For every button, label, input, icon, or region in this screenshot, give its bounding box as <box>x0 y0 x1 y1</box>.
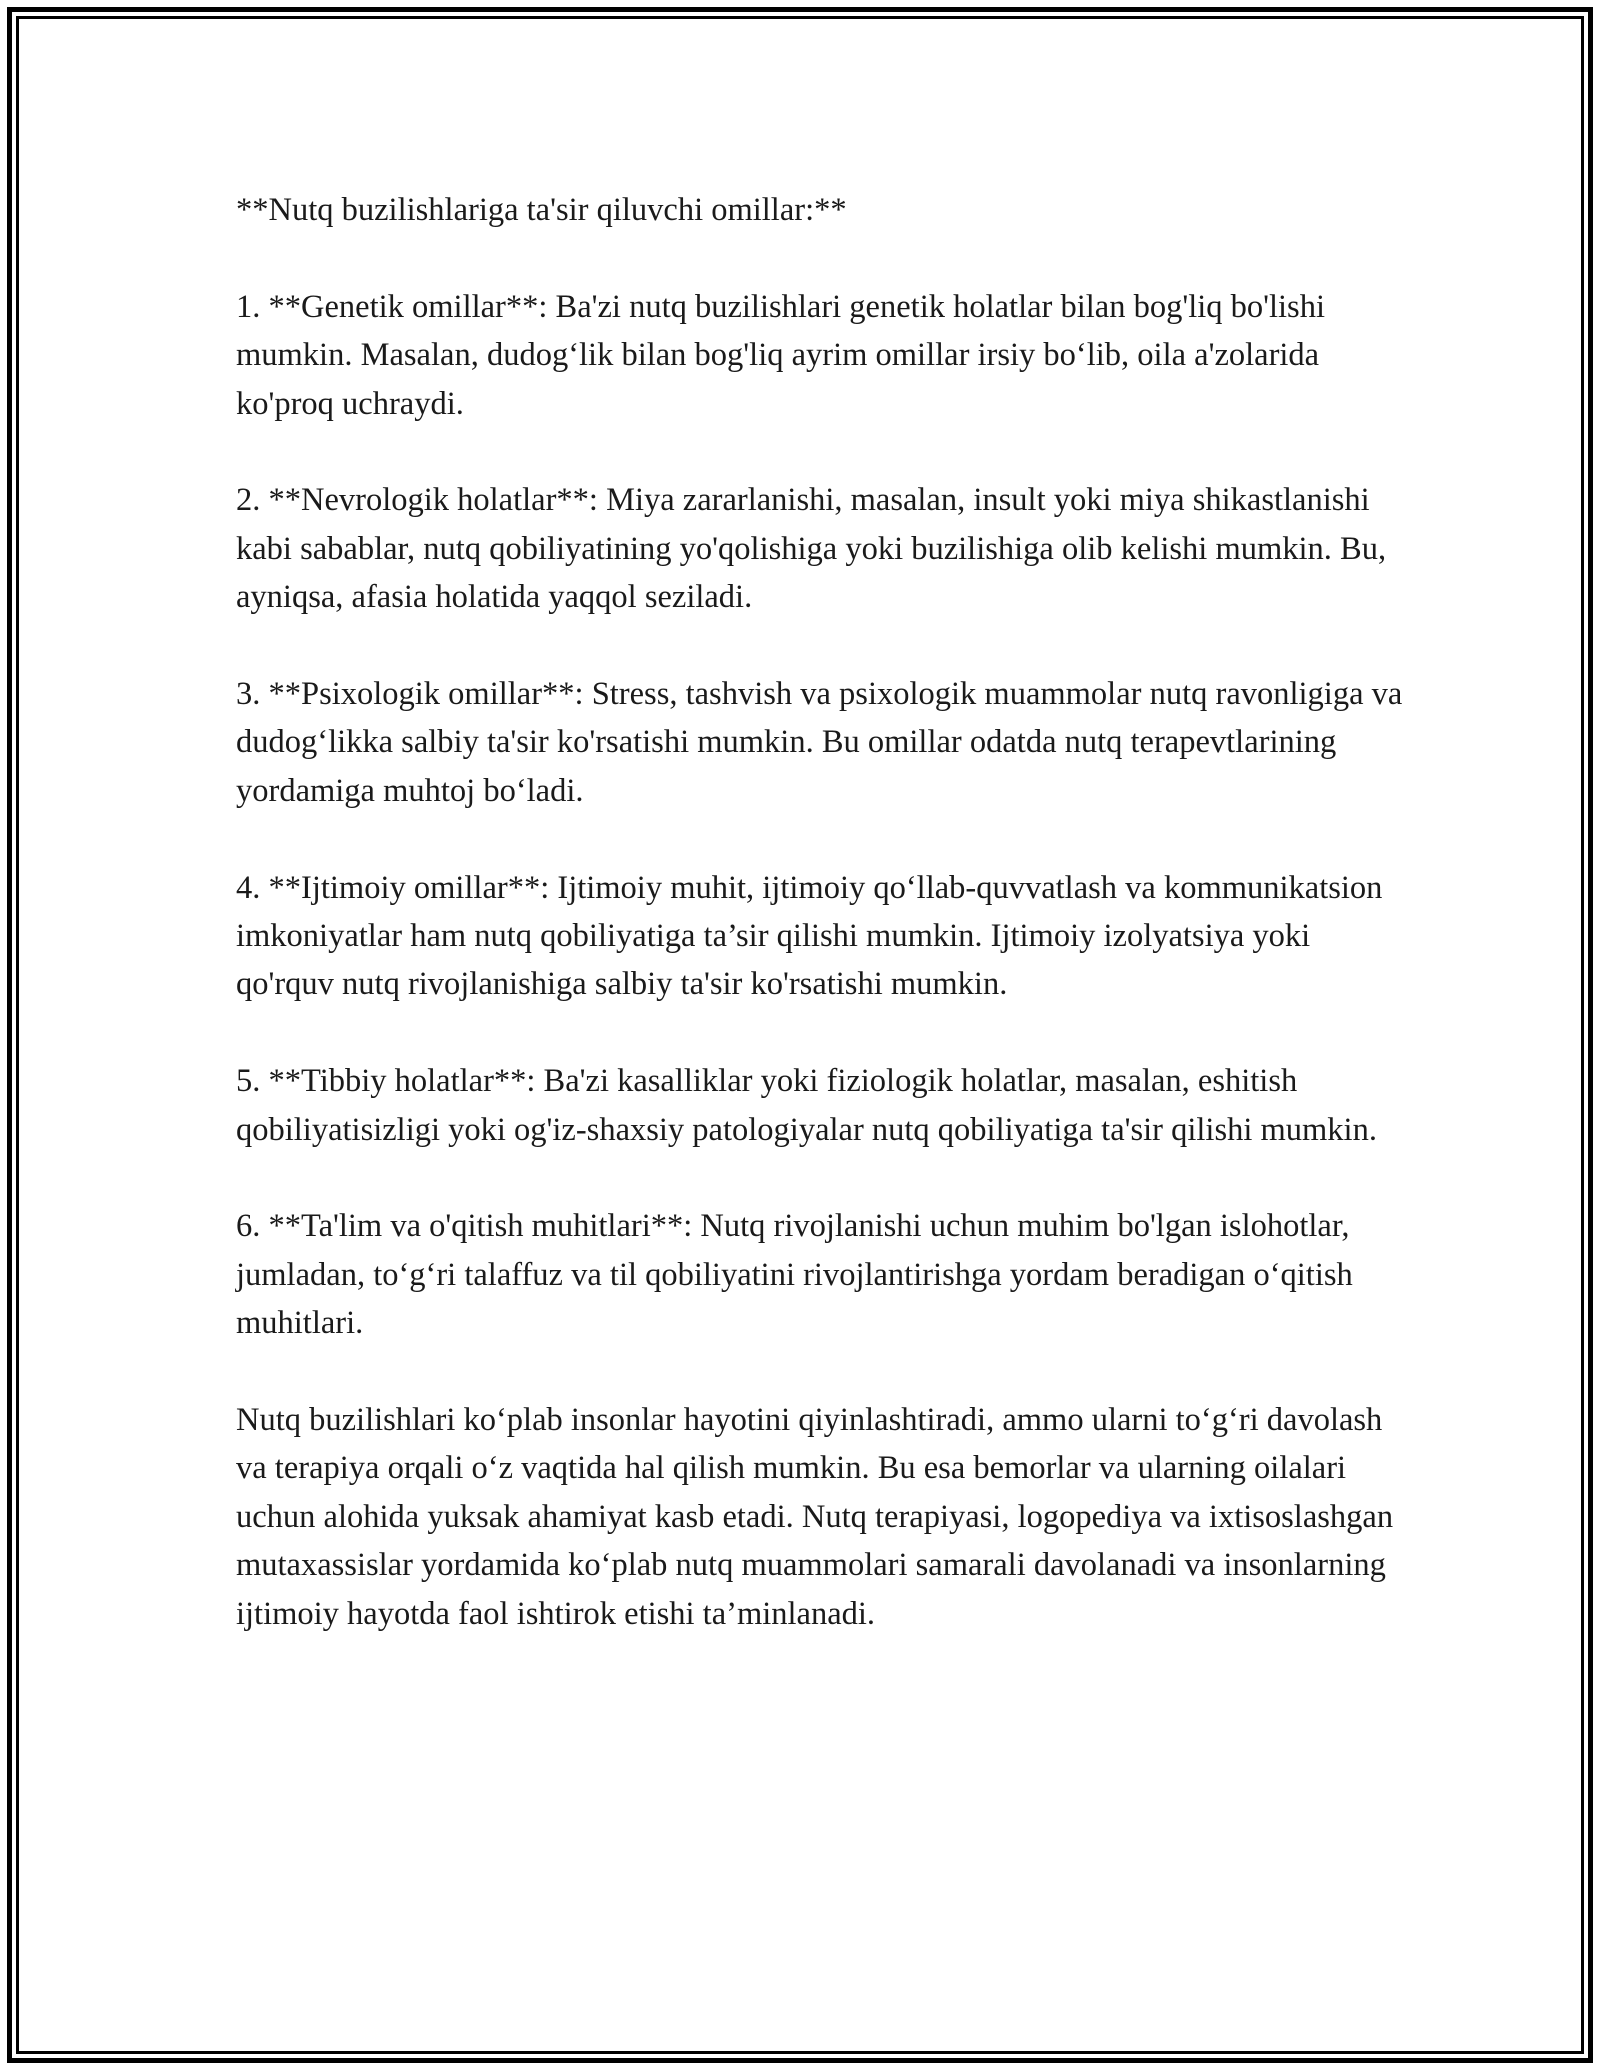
list-item-genetic-factors: 1. **Genetik omillar**: Ba'zi nutq buzilishlari genetik holatlar bilan bog'liq bo'lishi mumkin. Masalan, dudog‘lik bilan bog'liq ayrim omillar irsiy bo‘lib, oila a'zolarida ko'proq uchraydi. <box>236 288 1325 422</box>
list-item-social-factors: 4. **Ijtimoiy omillar**: Ijtimoiy muhit, ijtimoiy qo‘llab-quvvatlash va kommunikatsion imkoniyatlar ham nutq qobiliyatiga ta’sir qilishi mumkin. Ijtimoiy izolyatsiya yoki qo'rquv nutq rivojlanishiga salbiy ta'sir ko'rsatishi mumkin. <box>236 869 1383 1003</box>
list-item-psychological-factors: 3. **Psixologik omillar**: Stress, tashvish va psixologik muammolar nutq ravonligiga va dudog‘likka salbiy ta'sir ko'rsatishi mumkin. Bu omillar odatda nutq terapevtlarining yordamiga muhtoj bo‘ladi. <box>236 676 1403 809</box>
conclusion-paragraph: Nutq buzilishlari ko‘plab insonlar hayotini qiyinlashtiradi, ammo ularni to‘g‘ri davolash va terapiya orqali o‘z vaqtida hal qilish mumkin. Bu esa bemorlar va ularning oilalari uchun alohida yuksak ahamiyat kasb etadi. Nutq terapiyasi, logopediya va ixtisoslashgan mutaxassislar yordamida ko‘plab nutq muammolari samarali davolanadi va insonlarning ijtimoiy hayotda faol ishtirok etishi ta’minlanadi. <box>236 1402 1394 1632</box>
list-item-neurological-conditions: 2. **Nevrologik holatlar**: Miya zararlanishi, masalan, insult yoki miya shikastlanishi kabi sabablar, nutq qobiliyatining yo'qolishiga yoki buzilishiga olib kelishi mumkin. Bu, ayniqsa, afasia holatida yaqqol seziladi. <box>236 482 1387 616</box>
document-heading: **Nutq buzilishlariga ta'sir qiluvchi omillar:** <box>236 192 847 228</box>
list-item-medical-conditions: 5. **Tibbiy holatlar**: Ba'zi kasalliklar yoki fiziologik holatlar, masalan, eshitish qobiliyatisizligi yoki og'iz-shaxsiy patologiyalar nutq qobiliyatiga ta'sir qilishi mumkin. <box>236 1063 1377 1148</box>
list-item-education-environments: 6. **Ta'lim va o'qitish muhitlari**: Nutq rivojlanishi uchun muhim bo'lgan islohotlar, jumladan, to‘g‘ri talaffuz va til qobiliyatini rivojlantirishga yordam beradigan o‘qitish muhitlari. <box>236 1208 1353 1342</box>
document-body <box>236 186 1406 1686</box>
